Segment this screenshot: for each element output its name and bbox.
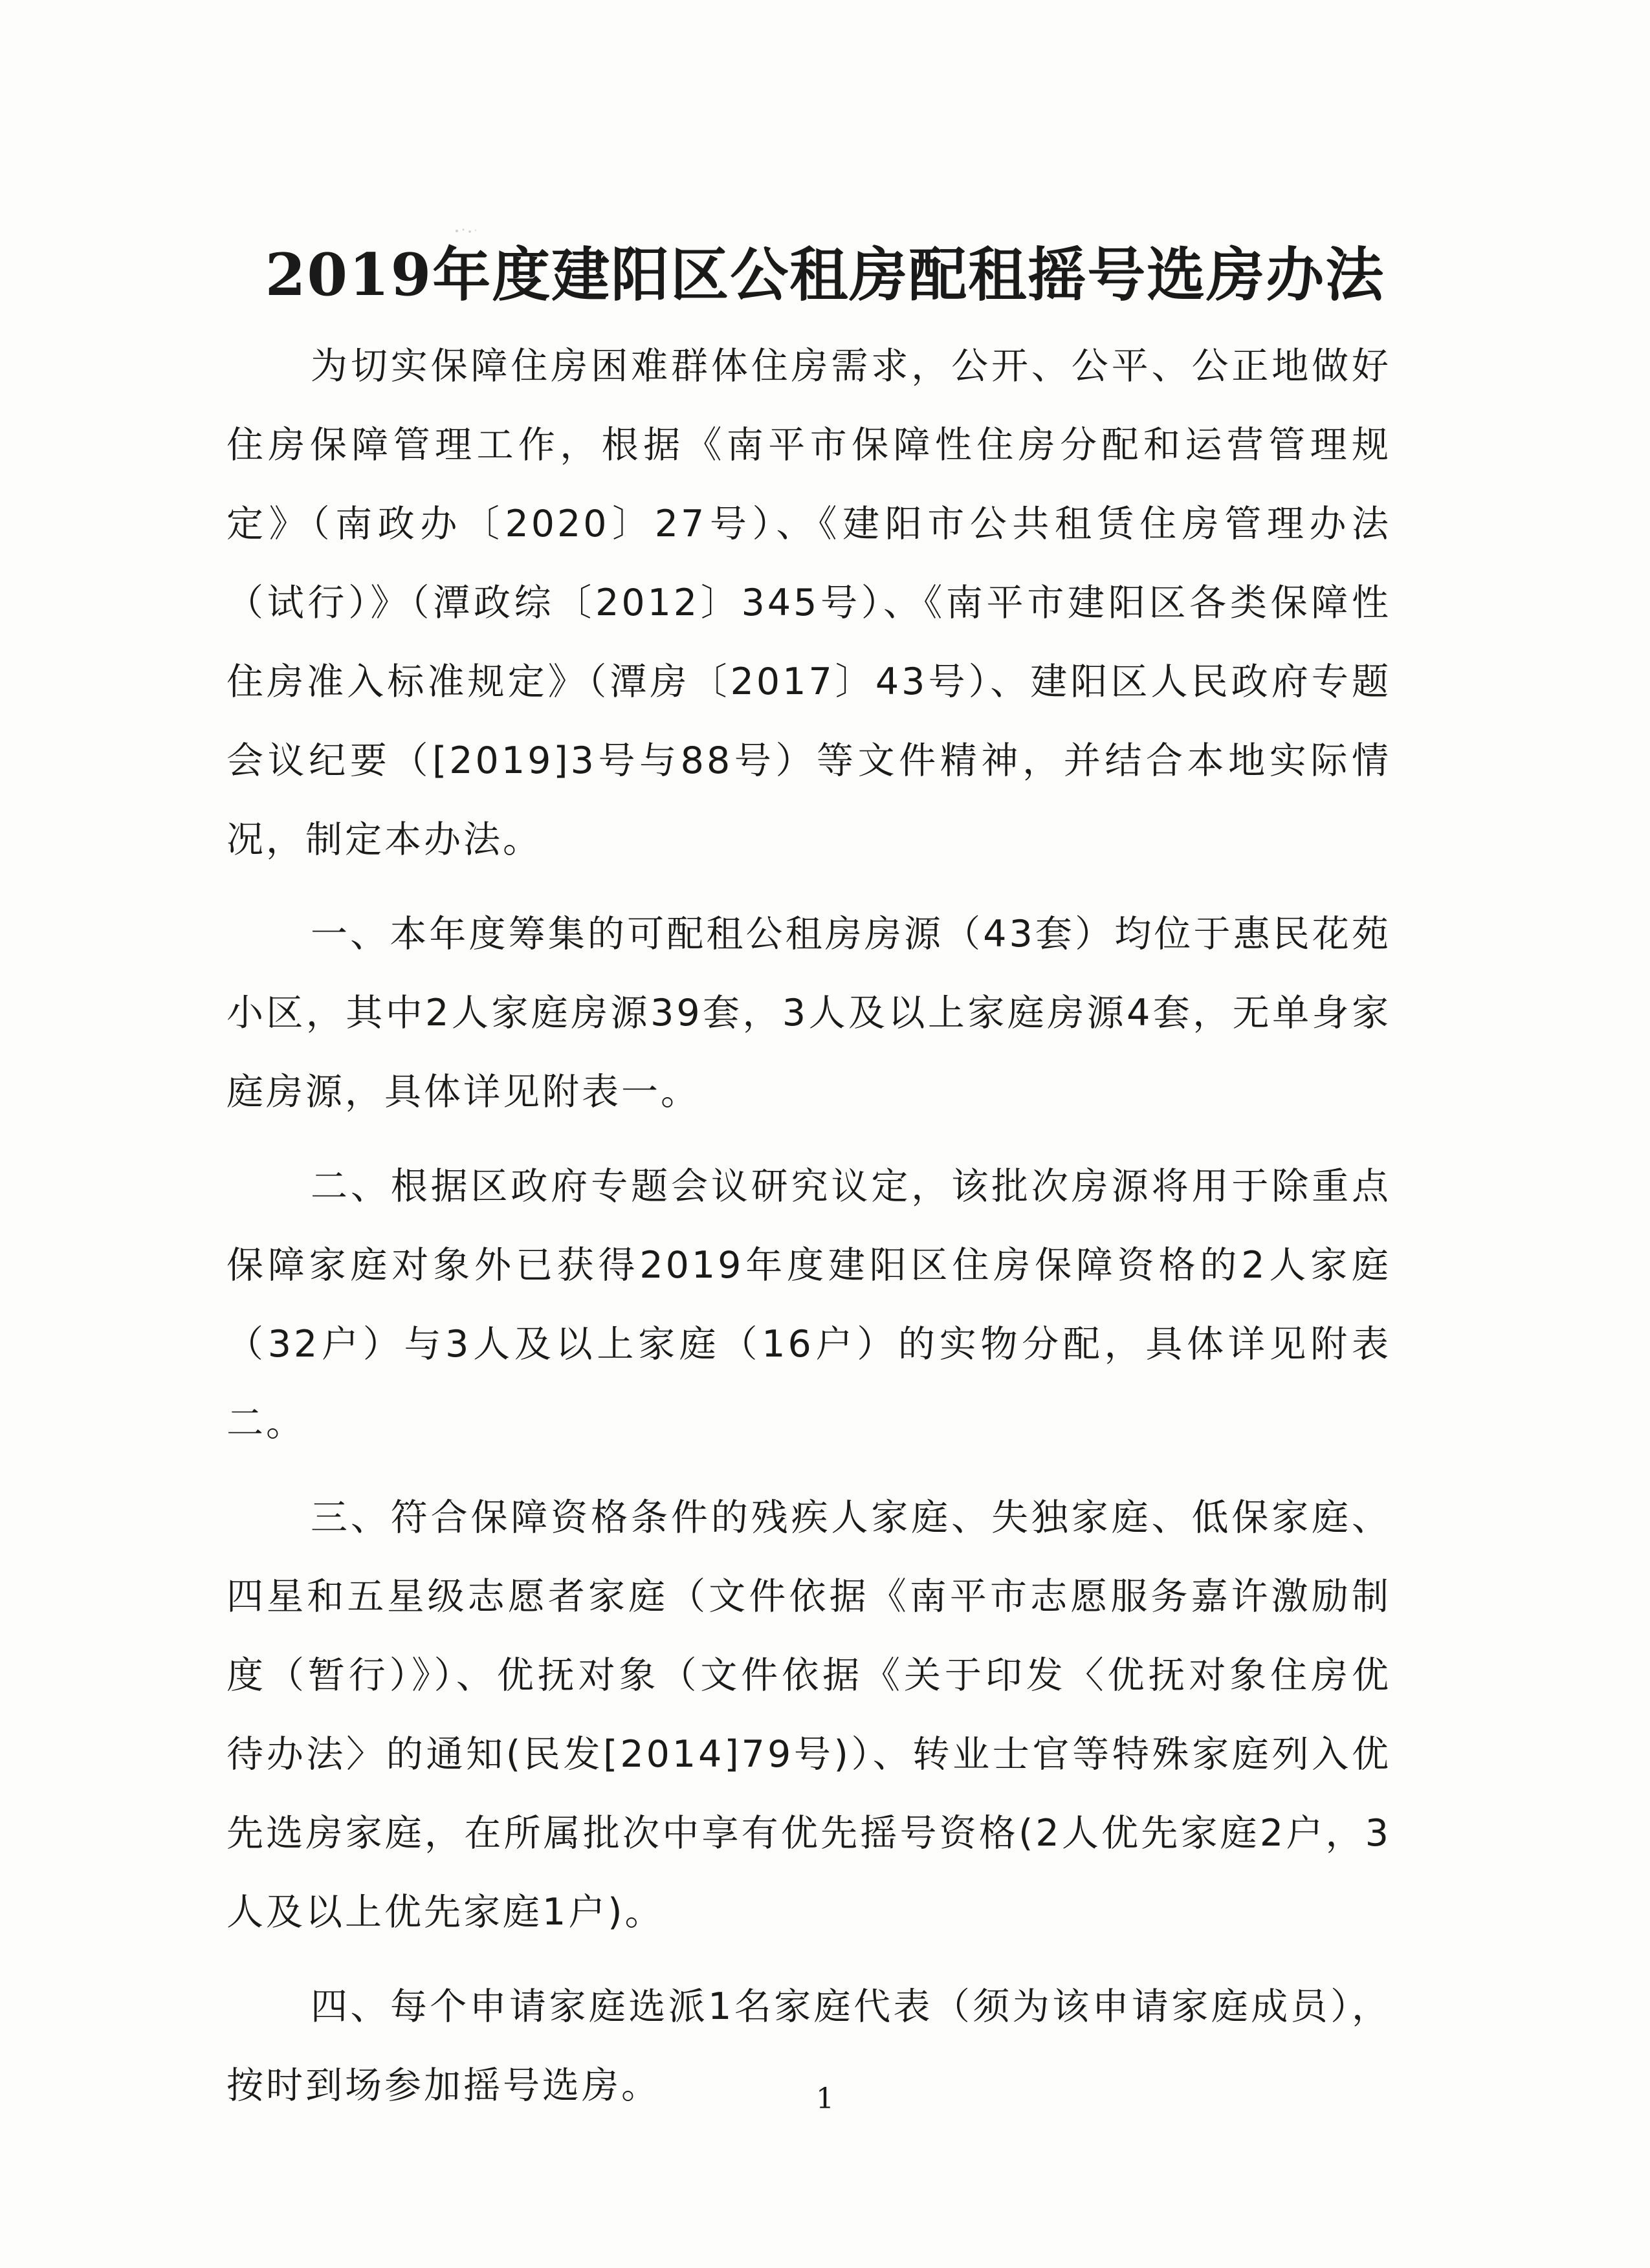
document-title: 2019年度建阳区公租房配租摇号选房办法 <box>265 241 1385 309</box>
paragraph-intro: 为切实保障住房困难群体住房需求，公开、公平、公正地做好住房保障管理工作，根据《南平市保障性住房分配和运营管理规定》（南政办〔2020〕27号）、《建阳市公共租赁住房管理办法（试行）》（潭政综〔2012〕345号）、《南平市建阳区各类保障性住房准入标准规定》（潭房〔2017〕43号）、建阳区人民政府专题会议纪要（[2019]3号与88号）等文件精神，并结合本地实际情况，制定本办法。 <box>226 345 1391 861</box>
document-body <box>226 327 1391 2125</box>
paragraph-section-1: 一、本年度筹集的可配租公租房房源（43套）均位于惠民花苑小区，其中2人家庭房源39套，3人及以上家庭房源4套，无单身家庭房源，具体详见附表一。 <box>226 913 1391 1113</box>
paragraph-section-3: 三、符合保障资格条件的残疾人家庭、失独家庭、低保家庭、四星和五星级志愿者家庭（文件依据《南平市志愿服务嘉许激励制度（暂行）》）、优抚对象（文件依据《关于印发〈优抚对象住房优待办法〉的通知(民发[2014]79号)）、转业士官等特殊家庭列入优先选房家庭，在所属批次中享有优先摇号资格(2人优先家庭2户，3人及以上优先家庭1户)。 <box>226 1496 1391 1934</box>
paragraph-section-2: 二、根据区政府专题会议研究议定，该批次房源将用于除重点保障家庭对象外已获得2019年度建阳区住房保障资格的2人家庭（32户）与3人及以上家庭（16户）的实物分配，具体详见附表二。 <box>226 1165 1391 1445</box>
page-number: 1 <box>816 2082 834 2115</box>
paragraph-section-4: 四、每个申请家庭选派1名家庭代表（须为该申请家庭成员），按时到场参加摇号选房。 <box>226 1985 1391 2107</box>
